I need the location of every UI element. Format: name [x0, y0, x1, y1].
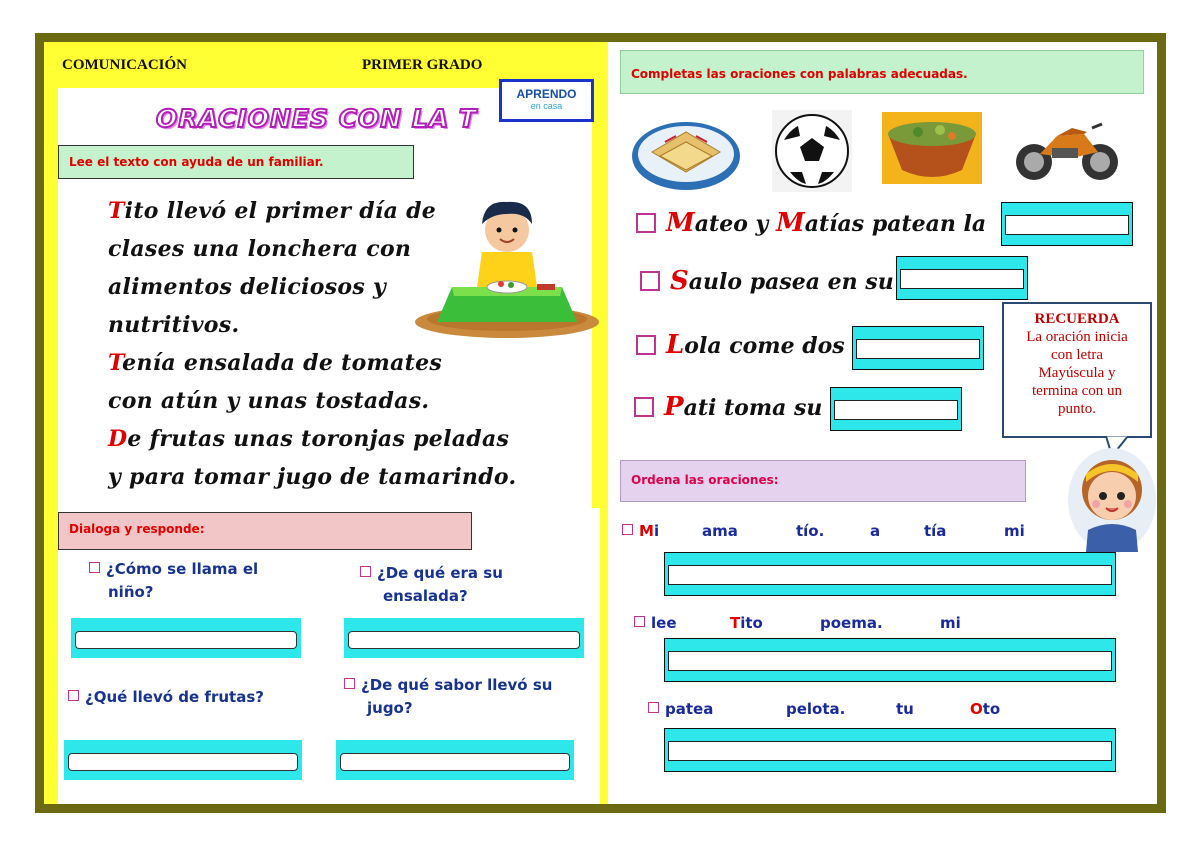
order-checkbox[interactable] — [648, 702, 659, 713]
sentence-answer-2[interactable] — [896, 256, 1028, 300]
question-checkbox[interactable] — [68, 690, 79, 701]
sentence-answer-4[interactable] — [830, 387, 962, 431]
reminder-line: con letra — [1050, 347, 1104, 363]
sentence-4: Pati toma su — [634, 392, 822, 422]
girl-avatar-icon — [1066, 440, 1158, 554]
order-answer-2[interactable] — [664, 638, 1116, 682]
order-word: patea — [648, 700, 713, 718]
order-word: poema. — [820, 614, 883, 632]
question-4: ¿De qué sabor llevó su jugo? — [344, 674, 594, 720]
reminder-line: Mayúscula y — [1038, 365, 1116, 381]
question-3: ¿Qué llevó de frutas? — [68, 686, 328, 709]
left-yellow-border — [44, 88, 58, 804]
logo-text: APRENDO — [516, 87, 577, 101]
order-word: tío. — [796, 522, 825, 540]
order-word: ama — [702, 522, 738, 540]
order-word: a — [870, 522, 881, 540]
subject-label: COMUNICACIÓN — [62, 57, 187, 73]
grade-label: PRIMER GRADO — [362, 57, 483, 73]
reading-line: y para tomar jugo de tamarindo. — [108, 464, 517, 490]
page-divider — [600, 42, 608, 804]
reminder-title: RECUERDA — [1034, 311, 1120, 327]
worksheet-frame — [35, 33, 1166, 813]
order-word: Mi — [622, 522, 659, 540]
question-checkbox[interactable] — [360, 566, 371, 577]
sentence-2: Saulo pasea en su — [640, 266, 894, 296]
order-word: mi — [940, 614, 961, 632]
reading-line: Tenía ensalada de tomates — [108, 350, 443, 376]
reading-line: De frutas unas toronjas peladas — [108, 426, 510, 452]
sentence-answer-1[interactable] — [1001, 202, 1133, 246]
order-checkbox[interactable] — [622, 524, 633, 535]
sentence-checkbox[interactable] — [634, 397, 654, 417]
soup-bowl-icon — [882, 112, 982, 184]
order-checkbox[interactable] — [634, 616, 645, 627]
reminder-line: punto. — [1058, 401, 1096, 417]
sentence-1: Mateo y Matías patean la — [636, 208, 986, 238]
sentence-checkbox[interactable] — [636, 335, 656, 355]
reminder-line: termina con un — [1032, 383, 1122, 399]
tamales-icon — [630, 112, 742, 194]
order-answer-3[interactable] — [664, 728, 1116, 772]
question-1: ¿Cómo se llama el niño? — [89, 558, 309, 604]
question-checkbox[interactable] — [89, 562, 100, 573]
logo-subtext: en casa — [530, 101, 563, 111]
order-word: Oto — [970, 700, 1001, 718]
reading-line: Tito llevó el primer día de — [108, 198, 437, 224]
order-word: lee — [634, 614, 677, 632]
sentence-checkbox[interactable] — [640, 271, 660, 291]
boy-eating-illustration — [412, 192, 602, 342]
sentence-answer-3[interactable] — [852, 326, 984, 370]
answer-field-1[interactable] — [71, 618, 301, 658]
question-checkbox[interactable] — [344, 678, 355, 689]
reading-line: clases una lonchera con — [108, 236, 412, 262]
answer-field-4[interactable] — [336, 740, 574, 780]
question-2: ¿De qué era su ensalada? — [360, 562, 580, 608]
order-word: Tito — [730, 614, 763, 632]
answer-field-2[interactable] — [344, 618, 584, 658]
motorcycle-icon — [1012, 114, 1122, 184]
reading-line: alimentos deliciosos y — [108, 274, 387, 300]
soccer-ball-icon — [772, 110, 852, 192]
order-word: mi — [1004, 522, 1025, 540]
page-title: ORACIONES CON LA T — [156, 104, 477, 133]
complete-banner: Completas las oraciones con palabras adecuadas. — [620, 50, 1144, 94]
aprendo-en-casa-logo — [499, 79, 594, 122]
dialog-banner: Dialoga y responde: — [58, 512, 472, 550]
order-banner: Ordena las oraciones: — [620, 460, 1026, 502]
sentence-checkbox[interactable] — [636, 213, 656, 233]
reminder-line: La oración inicia — [1026, 329, 1128, 345]
read-banner: Lee el texto con ayuda de un familiar. — [58, 145, 414, 179]
order-answer-1[interactable] — [664, 552, 1116, 596]
sentence-3: Lola come dos — [636, 330, 845, 360]
reading-line: con atún y unas tostadas. — [108, 388, 430, 414]
order-word: pelota. — [786, 700, 846, 718]
reading-line: nutritivos. — [108, 312, 240, 338]
order-word: tía — [924, 522, 947, 540]
reminder-bubble — [1002, 302, 1152, 438]
order-word: tu — [896, 700, 914, 718]
answer-field-3[interactable] — [64, 740, 302, 780]
